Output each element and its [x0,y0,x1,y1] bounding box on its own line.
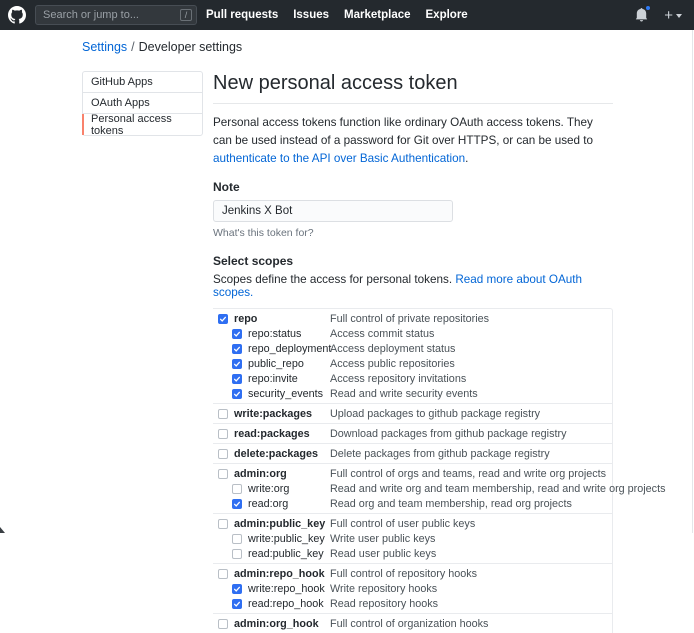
admin-public-key-checkbox[interactable] [218,519,228,529]
nav-issues[interactable]: Issues [293,9,330,21]
scope-name: repo:invite [248,372,298,385]
scope-group [213,443,612,463]
admin-org-hook-checkbox[interactable] [218,619,228,629]
scope-row-repo-invite [213,371,612,386]
delete-packages-checkbox[interactable] [218,449,228,459]
scope-row-repo-status [213,326,612,341]
scope-description: Write user public keys [330,532,436,545]
scope-name-cell [218,448,330,460]
scope-description: Access commit status [330,327,435,340]
select-scopes-label: Select scopes [213,254,294,269]
scope-group [213,513,612,563]
top-navigation-bar [0,0,694,30]
scope-description: Upload packages to github package registry [330,407,541,420]
scope-name: admin:org [234,467,287,480]
repo-status-checkbox[interactable] [232,329,242,339]
scope-row-write-org [213,481,666,496]
scope-row-write-repo-hook [213,581,612,596]
note-help-text: What's this token for? [213,227,314,240]
header-nav [206,9,483,21]
scope-name: repo:status [248,327,302,340]
scope-name-cell [232,388,330,400]
scope-row-security-events [213,386,612,401]
breadcrumb-current: Developer settings [138,40,243,54]
sidebar-item-personal-access-tokens[interactable]: Personal access tokens [83,114,202,135]
note-input[interactable] [213,200,453,222]
scope-name-cell [232,598,330,610]
scope-name-cell [232,358,330,370]
scope-name: delete:packages [234,447,319,460]
scope-name: read:org [248,497,289,510]
read-packages-checkbox[interactable] [218,429,228,439]
scope-row-admin-org-hook [213,616,612,631]
scope-row-admin-public-key [213,516,612,531]
scope-description: Read user public keys [330,547,437,560]
scope-description: Full control of user public keys [330,517,476,530]
sidebar-item-github-apps[interactable]: GitHub Apps [83,72,202,93]
scope-row-read-packages [213,426,612,441]
scope-group [213,423,612,443]
scope-row-repo-deployment [213,341,612,356]
scope-name-cell [232,533,330,545]
scope-name-cell [232,373,330,385]
create-new-plus-icon[interactable]: + [664,6,673,24]
global-search-box[interactable] [35,5,197,25]
notifications-bell-icon[interactable] [634,7,650,23]
repo-deployment-checkbox[interactable] [232,344,242,354]
scope-description: Delete packages from github package registry [330,447,550,460]
scope-group [213,403,612,423]
scope-name: public_repo [248,357,304,370]
scope-group [213,309,612,403]
page-title: New personal access token [213,71,613,104]
slash-key-hint: / [180,9,192,21]
create-new-caret-icon[interactable] [676,14,682,18]
read-repo-hook-checkbox[interactable] [232,599,242,609]
scope-name: admin:org_hook [234,617,319,630]
cursor-artifact [0,527,5,533]
scope-name: security_events [248,387,324,400]
scope-name-cell [232,548,330,560]
scope-name-cell [232,328,330,340]
scope-name: read:public_key [248,547,324,560]
scope-name: repo [234,312,258,325]
main-content [213,71,666,633]
scope-name: read:repo_hook [248,597,324,610]
public-repo-checkbox[interactable] [232,359,242,369]
scope-description: Full control of repository hooks [330,567,478,580]
scope-name-cell [218,313,330,325]
scope-row-read-public-key [213,546,612,561]
scope-name-cell [218,618,330,630]
scope-name-cell [232,483,330,495]
scope-description: Access repository invitations [330,372,467,385]
nav-explore[interactable]: Explore [425,9,468,21]
security-events-checkbox[interactable] [232,389,242,399]
scope-name: write:public_key [248,532,325,545]
scope-row-admin-repo-hook [213,566,612,581]
scope-name-cell [218,428,330,440]
scope-description: Access deployment status [330,342,456,355]
scope-row-read-repo-hook [213,596,612,611]
scope-name: admin:public_key [234,517,326,530]
scope-row-public-repo [213,356,612,371]
scope-description: Read and write security events [330,387,478,400]
scope-row-write-packages [213,406,612,421]
scope-description: Read repository hooks [330,597,439,610]
scope-description: Read and write org and team membership, read and write org projects [330,482,666,495]
scope-group [213,463,666,513]
scope-group [213,613,612,633]
scope-table [213,308,666,633]
github-logo-icon[interactable] [8,6,26,24]
admin-repo-hook-checkbox[interactable] [218,569,228,579]
sidebar-item-oauth-apps[interactable]: OAuth Apps [83,93,202,114]
read-public-key-checkbox[interactable] [232,549,242,559]
scope-description: Full control of private repositories [330,312,490,325]
developer-settings-sidebar [82,71,203,136]
scope-name-cell [218,568,330,580]
scopes-description: Scopes define the access for personal tokens. Read more about OAuth scopes. [213,273,583,300]
scope-name: write:org [248,482,290,495]
scope-name-cell [218,408,330,420]
scope-name-cell [232,583,330,595]
read-org-checkbox[interactable] [232,499,242,509]
nav-marketplace[interactable]: Marketplace [344,9,411,21]
breadcrumb-separator: / [131,40,135,54]
scope-description: Full control of orgs and teams, read and write org projects [330,467,607,480]
window-right-edge [692,30,693,533]
intro-paragraph: Personal access tokens function like ordinary OAuth access tokens. They can be used instead of a password for Git over HTTPS, or can be used to authenticate to the API over Basic Authentication. [213,116,594,166]
repo-invite-checkbox[interactable] [232,374,242,384]
scope-row-delete-packages [213,446,612,461]
scope-name-cell [218,518,330,530]
scope-description: Read org and team membership, read org projects [330,497,572,510]
scope-name-cell [232,343,330,355]
write-public-key-checkbox[interactable] [232,534,242,544]
scope-name-cell [232,498,330,510]
write-repo-hook-checkbox[interactable] [232,584,242,594]
breadcrumb-settings-link[interactable]: Settings [82,40,128,54]
scope-description: Full control of organization hooks [330,617,489,630]
scope-description: Write repository hooks [330,582,438,595]
scope-name-cell [218,468,330,480]
scope-row-admin-org [213,466,612,481]
scope-name: read:packages [234,427,310,440]
scope-row-repo [213,311,612,326]
oauth-scopes-link[interactable]: Read more about OAuth scopes. [213,273,583,300]
scope-name: write:packages [234,407,313,420]
repo-checkbox[interactable] [218,314,228,324]
scope-name: repo_deployment [248,342,332,355]
scope-description: Access public repositories [330,357,455,370]
search-input[interactable] [43,9,180,21]
note-label: Note [213,180,240,195]
write-packages-checkbox[interactable] [218,409,228,419]
admin-org-checkbox[interactable] [218,469,228,479]
scope-row-write-public-key [213,531,612,546]
breadcrumb [82,40,694,54]
basic-auth-link[interactable]: authenticate to the API over Basic Authentication [213,152,466,166]
scope-description: Download packages from github package registry [330,427,567,440]
write-org-checkbox[interactable] [232,484,242,494]
scope-row-read-org [213,496,612,511]
unread-notification-dot [645,5,651,11]
scope-group [213,563,612,613]
scope-name: admin:repo_hook [234,567,325,580]
scope-name: write:repo_hook [248,582,325,595]
nav-pull-requests[interactable]: Pull requests [206,9,279,21]
